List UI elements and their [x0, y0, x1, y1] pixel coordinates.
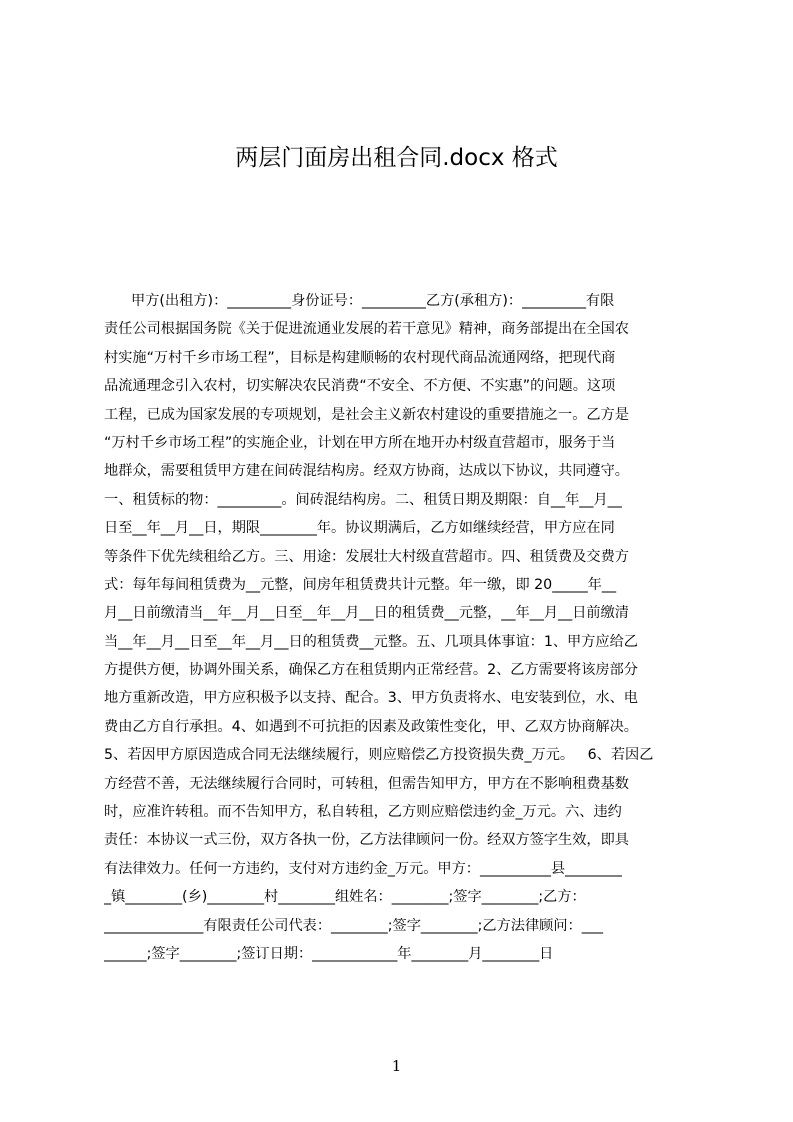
body-line: 地方重新改造，甲方应积极予以支持、配合。3、甲方负责将水、电安装到位，水、电: [104, 690, 638, 707]
body-line: 方提供方便，协调外围关系，确保乙方在租赁期内正常经营。2、乙方需要将该房部分: [104, 662, 638, 679]
body-line: 甲方(出租方)：_________身份证号：_________乙方(承租方)：_________有限: [104, 293, 615, 309]
contract-body: [104, 287, 698, 968]
body-line: 工程，已成为国家发展的专项规划，是社会主义新农村建设的重要措施之一。乙方是: [104, 406, 629, 423]
body-line: 品流通理念引入农村，切实解决农民消费“不安全、不方便、不实惠”的问题。这项: [104, 378, 616, 395]
body-line: 日至__年__月__日，期限________年。协议期满后，乙方如继续经营，甲方应在同: [104, 520, 615, 537]
body-line: _镇________(乡)________村________组姓名：________;签字________;乙方：: [104, 889, 586, 906]
body-line: 5、若因甲方原因造成合同无法继续履行，则应赔偿乙方投资损失费_万元。 6、若因乙: [104, 747, 654, 764]
body-line: “万村千乡市场工程”的实施企业，计划在甲方所在地开办村级直营超市，服务于当: [104, 434, 616, 451]
body-line: 有法律效力。任何一方违约，支付对方违约金_万元。甲方：__________县________: [104, 860, 622, 877]
body-line: 责任公司根据国务院《关于促进流通业发展的若干意见》精神，商务部提出在全国农: [104, 321, 629, 338]
body-line: 一、租赁标的物：_________。间砖混结构房。二、租赁日期及期限：自__年__月__: [104, 491, 622, 508]
body-line: 责任：本协议一式三份，双方各执一份，乙方法律顾问一份。经双方签字生效，即具: [104, 832, 629, 849]
body-line: 费由乙方自行承担。4、如遇到不可抗拒的因素及政策性变化，甲、乙双方协商解决。: [104, 718, 638, 735]
body-line: 月__日前缴清当__年__月__日至__年__月__日的租赁费__元整，__年__月__日前缴清: [104, 605, 629, 622]
body-line: ______;签字________;签订日期：____________年________月________日: [104, 945, 554, 962]
document-title: 两层门面房出租合同.docx 格式: [235, 145, 558, 171]
body-line: ______________有限责任公司代表：________;签字________;乙方法律顾问：___: [104, 917, 604, 934]
body-line: 村实施“万村千乡市场工程”，目标是构建顺畅的农村现代商品流通网络，把现代商: [104, 349, 616, 366]
body-line: 地群众，需要租赁甲方建在间砖混结构房。经双方协商，达成以下协议，共同遵守。: [104, 463, 629, 480]
body-line: 时，应准许转租。而不告知甲方，私自转租，乙方则应赔偿违约金_万元。六、违约: [104, 804, 622, 821]
body-line: 当__年__月__日至__年__月__日的租赁费__元整。五、几项具体事谊：1、甲方应给乙: [104, 633, 638, 650]
body-line: 等条件下优先续租给乙方。三、用途：发展壮大村级直营超市。四、租赁费及交费方: [104, 548, 629, 565]
body-line: 方经营不善，无法继续履行合同时，可转租，但需告知甲方，甲方在不影响租费基数: [104, 775, 629, 792]
page-number: 1: [391, 1057, 402, 1075]
body-line: 式：每年每间租赁费为__元整，间房年租赁费共计元整。年一缴，即 20_____年__: [104, 576, 617, 593]
